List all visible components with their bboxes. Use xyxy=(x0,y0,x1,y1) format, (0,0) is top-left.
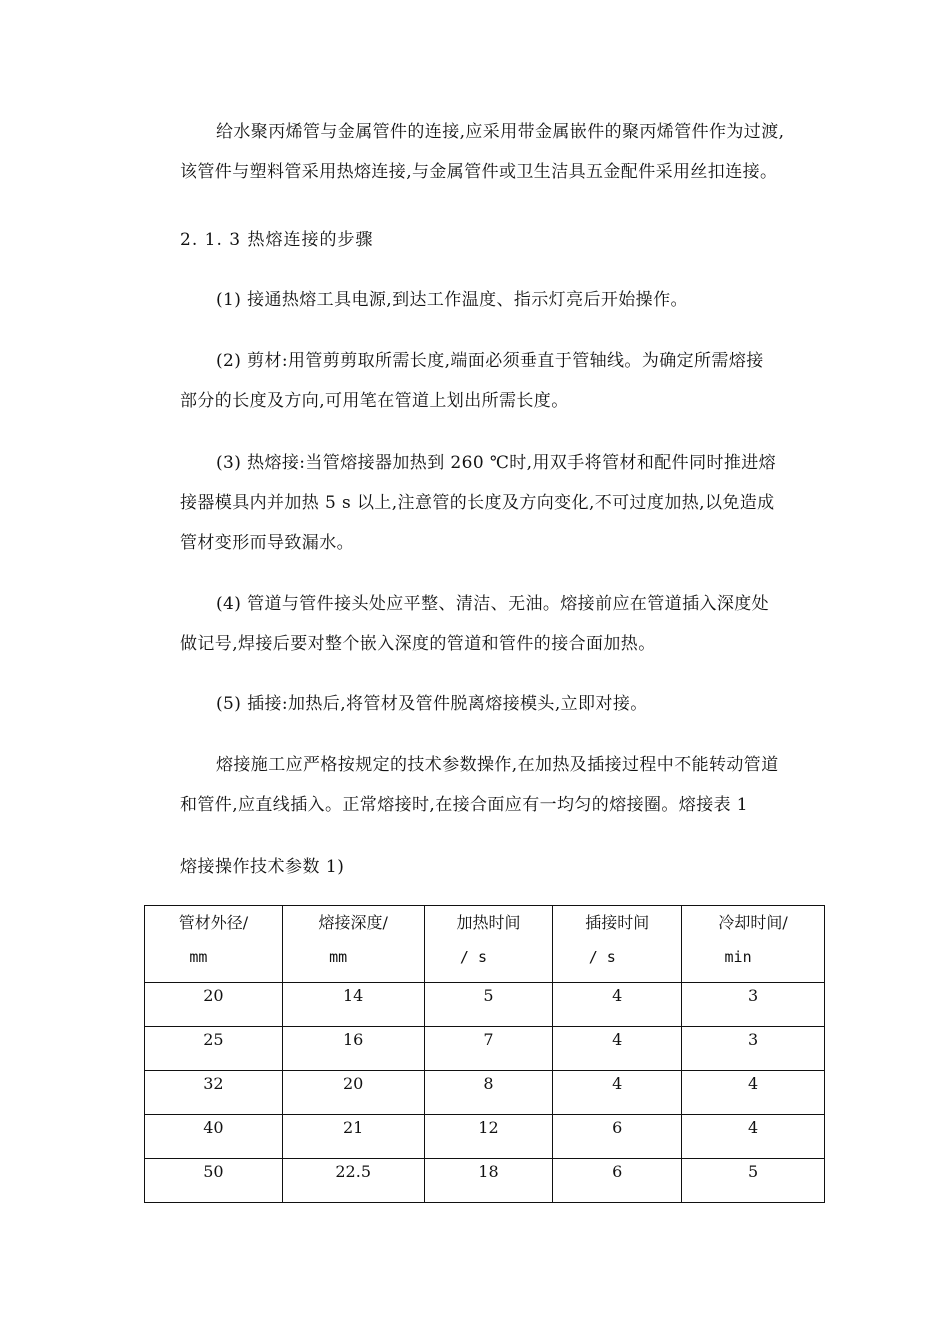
header-unit: / s xyxy=(588,948,616,966)
paragraph-intro xyxy=(144,112,824,192)
cell-weld-depth: 20 xyxy=(282,1071,424,1115)
step-2 xyxy=(144,341,824,421)
paragraph-line: 接器模具内并加热 5 s 以上,注意管的长度及方向变化,不可过度加热,以免造成 xyxy=(180,493,775,513)
header-cooling-time xyxy=(682,906,825,983)
header-weld-depth xyxy=(282,906,424,983)
cell-weld-depth: 14 xyxy=(282,983,424,1027)
cell-heating-time: 12 xyxy=(424,1115,553,1159)
step-4 xyxy=(144,584,824,664)
step-5 xyxy=(144,684,824,724)
cell-cooling-time: 4 xyxy=(682,1115,825,1159)
header-line: 管材外径/ xyxy=(178,913,249,932)
table-row xyxy=(145,983,825,1027)
paragraph-line: 给水聚丙烯管与金属管件的连接,应采用带金属嵌件的聚丙烯管件作为过渡, xyxy=(216,122,785,142)
cell-weld-depth: 16 xyxy=(282,1027,424,1071)
table-row xyxy=(145,1027,825,1071)
step-1 xyxy=(144,280,824,320)
cell-weld-depth: 22.5 xyxy=(282,1159,424,1203)
header-line: 插接时间 xyxy=(585,913,650,932)
paragraph-final xyxy=(144,745,824,825)
cell-insert-time: 4 xyxy=(553,983,682,1027)
cell-insert-time: 6 xyxy=(553,1159,682,1203)
paragraph-line: (5) 插接:加热后,将管材及管件脱离熔接模头,立即对接。 xyxy=(216,694,648,714)
table-row xyxy=(145,1159,825,1203)
header-outer-diameter xyxy=(145,906,283,983)
table-caption: 熔接操作技术参数 1) xyxy=(180,857,345,877)
header-line: 加热时间 xyxy=(456,913,521,932)
cell-insert-time: 6 xyxy=(553,1115,682,1159)
header-heating-time xyxy=(424,906,553,983)
header-unit: min xyxy=(724,948,752,966)
cell-weld-depth: 21 xyxy=(282,1115,424,1159)
paragraph-line: (3) 热熔接:当管熔接器加热到 260 ℃时,用双手将管材和配件同时推进熔 xyxy=(216,453,777,473)
cell-outer-diameter: 32 xyxy=(145,1071,283,1115)
cell-cooling-time: 5 xyxy=(682,1159,825,1203)
cell-heating-time: 7 xyxy=(424,1027,553,1071)
cell-outer-diameter: 40 xyxy=(145,1115,283,1159)
header-unit: mm xyxy=(189,948,208,966)
cell-cooling-time: 3 xyxy=(682,1027,825,1071)
paragraph-line: 部分的长度及方向,可用笔在管道上划出所需长度。 xyxy=(180,391,569,411)
paragraph-line: 该管件与塑料管采用热熔连接,与金属管件或卫生洁具五金配件采用丝扣连接。 xyxy=(180,162,778,182)
header-insert-time xyxy=(553,906,682,983)
table-row xyxy=(145,1115,825,1159)
paragraph-line: (1) 接通热熔工具电源,到达工作温度、指示灯亮后开始操作。 xyxy=(216,290,688,310)
table-header-row xyxy=(145,906,825,983)
cell-insert-time: 4 xyxy=(553,1071,682,1115)
header-line: 冷却时间/ xyxy=(718,913,788,932)
cell-heating-time: 8 xyxy=(424,1071,553,1115)
cell-heating-time: 18 xyxy=(424,1159,553,1203)
cell-outer-diameter: 20 xyxy=(145,983,283,1027)
parameter-table xyxy=(144,905,825,1203)
cell-cooling-time: 3 xyxy=(682,983,825,1027)
header-unit: mm xyxy=(329,948,348,966)
paragraph-line: 做记号,焊接后要对整个嵌入深度的管道和管件的接合面加热。 xyxy=(180,634,656,654)
cell-insert-time: 4 xyxy=(553,1027,682,1071)
cell-cooling-time: 4 xyxy=(682,1071,825,1115)
step-3 xyxy=(144,443,824,563)
cell-outer-diameter: 25 xyxy=(145,1027,283,1071)
table-row xyxy=(145,1071,825,1115)
section-heading: 2. 1. 3 热熔连接的步骤 xyxy=(180,230,374,250)
paragraph-line: 管材变形而导致漏水。 xyxy=(180,533,354,553)
paragraph-line: 和管件,应直线插入。正常熔接时,在接合面应有一均匀的熔接圈。熔接表 1 xyxy=(180,795,749,815)
header-line: 熔接深度/ xyxy=(318,913,388,932)
paragraph-line: (2) 剪材:用管剪剪取所需长度,端面必须垂直于管轴线。为确定所需熔接 xyxy=(216,351,764,371)
paragraph-line: (4) 管道与管件接头处应平整、清洁、无油。熔接前应在管道插入深度处 xyxy=(216,594,770,614)
header-unit: / s xyxy=(459,948,488,966)
cell-outer-diameter: 50 xyxy=(145,1159,283,1203)
paragraph-line: 熔接施工应严格按规定的技术参数操作,在加热及插接过程中不能转动管道 xyxy=(216,755,779,775)
cell-heating-time: 5 xyxy=(424,983,553,1027)
